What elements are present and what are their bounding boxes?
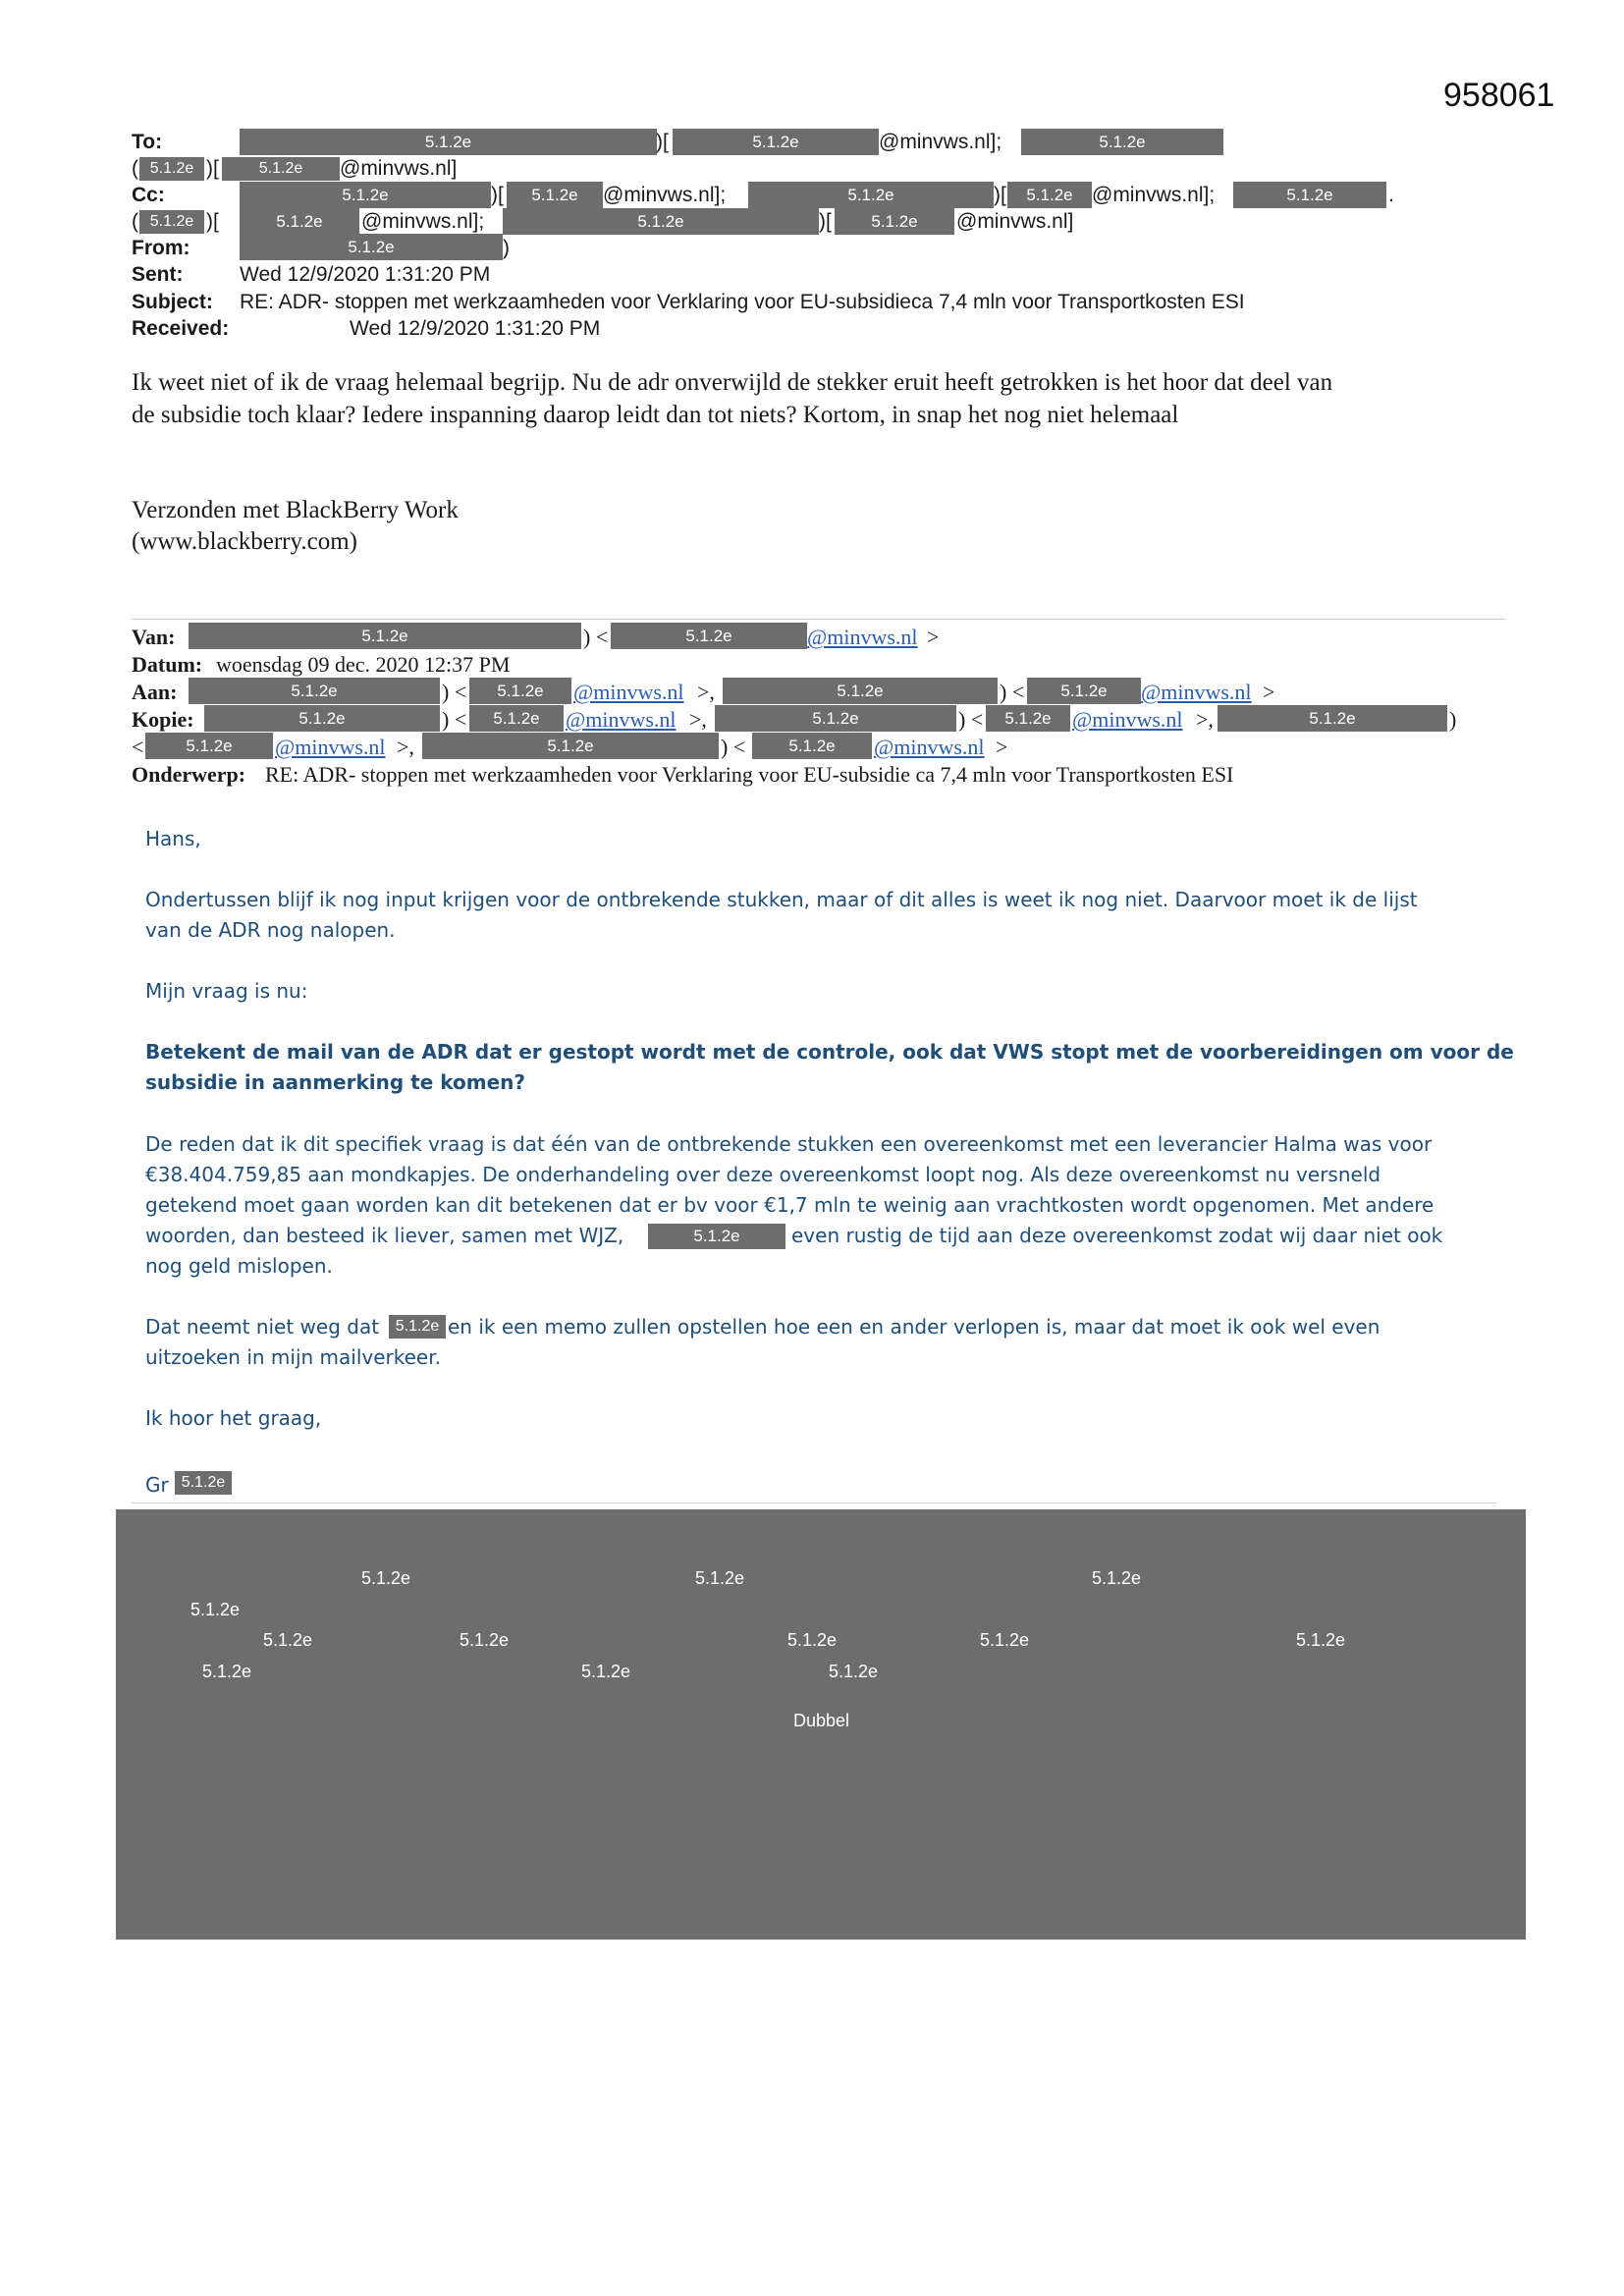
email-link[interactable]: @minvws.nl bbox=[1141, 680, 1252, 704]
redaction-box: 5.1.2e bbox=[189, 678, 440, 704]
redaction-box: 5.1.2e bbox=[1218, 705, 1447, 732]
redaction-box: 5.1.2e bbox=[240, 208, 359, 235]
redaction-box: 5.1.2e bbox=[1007, 182, 1092, 208]
gt-comma: >, bbox=[697, 680, 715, 704]
redaction-box: 5.1.2e bbox=[611, 623, 807, 649]
paren-lt: ) < bbox=[958, 707, 984, 732]
redaction-box: 5.1.2e bbox=[139, 157, 204, 181]
redaction-label: 5.1.2e bbox=[1092, 1568, 1142, 1588]
dubbel-label: Dubbel bbox=[793, 1711, 850, 1730]
message-paragraph-4-line-2: uitzoeken in mijn mailverkeer. bbox=[145, 1345, 441, 1369]
paren-lt: ) < bbox=[442, 680, 467, 704]
greeting: Hans, bbox=[145, 827, 201, 850]
redaction-box: 5.1.2e bbox=[748, 182, 994, 208]
from-label: From: bbox=[132, 237, 190, 259]
redaction-label: 5.1.2e bbox=[1296, 1630, 1346, 1650]
question-line-2: subsidie in aanmerking te komen? bbox=[145, 1070, 525, 1094]
email-link[interactable]: @minvws.nl bbox=[874, 735, 985, 759]
kopie-label: Kopie: bbox=[132, 707, 194, 732]
sent-value: Wed 12/9/2020 1:31:20 PM bbox=[240, 263, 491, 286]
datum-value: woensdag 09 dec. 2020 12:37 PM bbox=[216, 652, 511, 677]
email-domain: @minvws.nl] bbox=[340, 157, 458, 180]
paren-lt: ) < bbox=[1000, 680, 1025, 704]
email-link[interactable]: @minvws.nl bbox=[275, 735, 386, 759]
dot-text: . bbox=[1388, 184, 1394, 206]
bracket-text: )[ bbox=[491, 184, 504, 206]
redaction-box: 5.1.2e bbox=[1021, 129, 1223, 155]
redaction-box: 5.1.2e bbox=[1027, 678, 1141, 704]
cc-label: Cc: bbox=[132, 184, 165, 206]
onderwerp-value: RE: ADR- stoppen met werkzaamheden voor Verklaring voor EU-subsidie ca 7,4 mln voor Transportkosten ESI bbox=[265, 762, 1234, 787]
redaction-box: 5.1.2e bbox=[240, 182, 491, 208]
redaction-box: 5.1.2e bbox=[139, 210, 204, 234]
redaction-box: 5.1.2e bbox=[723, 678, 998, 704]
question-line-1: Betekent de mail van de ADR dat er gestopt wordt met de controle, ook dat VWS stopt met de voorbereidingen om voor de bbox=[145, 1040, 1514, 1064]
message-paragraph-3-line-3: getekend moet gaan worden kan dit betekenen dat er bv voor €1,7 mln te weinig aan vrachtkosten wordt opgenomen. Met andere bbox=[145, 1193, 1435, 1217]
email-link[interactable]: @minvws.nl bbox=[566, 707, 677, 732]
bracket-text: )[ bbox=[994, 184, 1006, 206]
document-number: 958061 bbox=[1443, 77, 1555, 114]
redaction-box: 5.1.2e bbox=[175, 1471, 232, 1495]
redaction-box: 5.1.2e bbox=[507, 182, 603, 208]
message-paragraph-4-line-1b: en ik een memo zullen opstellen hoe een en ander verlopen is, maar dat moet ik ook wel even bbox=[448, 1315, 1380, 1339]
closing: Gr bbox=[145, 1473, 169, 1497]
bracket-text: )[ bbox=[206, 157, 219, 180]
message-paragraph-3-line-4a: woorden, dan besteed ik liever, samen met WJZ, bbox=[145, 1224, 624, 1247]
email-link[interactable]: @minvws.nl bbox=[1072, 707, 1183, 732]
redaction-box: 5.1.2e bbox=[673, 129, 879, 155]
redaction-box: 5.1.2e bbox=[503, 208, 819, 235]
message-paragraph-3-line-1: De reden dat ik dit specifiek vraag is dat één van de ontbrekende stukken een overeenkomst met een leverancier Halma was voor bbox=[145, 1132, 1433, 1156]
subject-label: Subject: bbox=[132, 291, 213, 313]
email-domain: @minvws.nl]; bbox=[1092, 184, 1216, 206]
message-paragraph-1-line-1: Ondertussen blijf ik nog input krijgen voor de ontbrekende stukken, maar of dit alles is weet ik nog niet. Daarvoor moet ik de lijst bbox=[145, 888, 1418, 911]
message-paragraph-3-line-5: nog geld mislopen. bbox=[145, 1254, 333, 1278]
email-domain: @minvws.nl]; bbox=[603, 184, 727, 206]
redaction-label: 5.1.2e bbox=[980, 1630, 1030, 1650]
redaction-box: 5.1.2e bbox=[469, 678, 571, 704]
redaction-label: 5.1.2e bbox=[581, 1662, 631, 1681]
redaction-box: 5.1.2e bbox=[145, 733, 273, 759]
redaction-box: 5.1.2e bbox=[648, 1224, 785, 1249]
redaction-box: 5.1.2e bbox=[240, 234, 503, 260]
bracket-text: )[ bbox=[819, 210, 832, 233]
paren-close: ) bbox=[503, 237, 510, 259]
email-domain: @minvws.nl] bbox=[956, 210, 1074, 233]
bracket-text: )[ bbox=[656, 131, 669, 153]
sent-label: Sent: bbox=[132, 263, 184, 286]
redaction-box: 5.1.2e bbox=[1233, 182, 1386, 208]
onderwerp-label: Onderwerp: bbox=[132, 762, 246, 787]
message-paragraph-1-line-2: van de ADR nog nalopen. bbox=[145, 918, 396, 942]
gt-comma: >, bbox=[397, 735, 414, 759]
email-domain: @minvws.nl]; bbox=[879, 131, 1002, 153]
redaction-box: 5.1.2e bbox=[835, 208, 954, 235]
redaction-box: 5.1.2e bbox=[240, 129, 657, 155]
redaction-label: 5.1.2e bbox=[263, 1630, 313, 1650]
received-value: Wed 12/9/2020 1:31:20 PM bbox=[350, 317, 601, 340]
redaction-label: 5.1.2e bbox=[787, 1630, 838, 1650]
bracket-text: )[ bbox=[206, 210, 219, 233]
redaction-label: 5.1.2e bbox=[829, 1662, 879, 1681]
message-paragraph-3-line-4b: even rustig de tijd aan deze overeenkomst zodat wij daar niet ook bbox=[791, 1224, 1443, 1247]
lt-text: < bbox=[132, 735, 144, 759]
datum-label: Datum: bbox=[132, 652, 203, 677]
redaction-box: 5.1.2e bbox=[715, 705, 956, 732]
signature-line-1: Verzonden met BlackBerry Work bbox=[132, 497, 459, 523]
redaction-box: 5.1.2e bbox=[389, 1315, 446, 1339]
gt-text: > bbox=[927, 625, 940, 649]
van-label: Van: bbox=[132, 625, 176, 649]
email-domain: @minvws.nl]; bbox=[361, 210, 485, 233]
redaction-label: 5.1.2e bbox=[361, 1568, 411, 1588]
paren-open: ( bbox=[132, 157, 138, 180]
to-label: To: bbox=[132, 131, 163, 153]
email-link[interactable]: @minvws.nl bbox=[807, 625, 918, 649]
message-paragraph-4-line-1a: Dat neemt niet weg dat bbox=[145, 1315, 380, 1339]
message-paragraph-2: Mijn vraag is nu: bbox=[145, 979, 308, 1003]
message-paragraph-3-line-2: €38.404.759,85 aan mondkapjes. De onderhandeling over deze overeenkomst loopt nog. Als deze overeenkomst nu versneld bbox=[145, 1163, 1381, 1186]
signature-line-2: (www.blackberry.com) bbox=[132, 528, 357, 555]
redaction-label: 5.1.2e bbox=[202, 1662, 252, 1681]
redaction-label: 5.1.2e bbox=[460, 1630, 510, 1650]
redaction-label: 5.1.2e bbox=[190, 1600, 241, 1619]
gt-comma: >, bbox=[689, 707, 707, 732]
subject-value: RE: ADR- stoppen met werkzaamheden voor Verklaring voor EU-subsidieca 7,4 mln voor Transportkosten ESI bbox=[240, 291, 1245, 313]
redaction-box: 5.1.2e bbox=[469, 705, 564, 732]
paren-lt: ) < bbox=[721, 735, 746, 759]
redaction-label: 5.1.2e bbox=[695, 1568, 745, 1588]
gt-text: > bbox=[1263, 680, 1275, 704]
large-redaction-block bbox=[116, 1509, 1526, 1940]
email-link[interactable]: @minvws.nl bbox=[573, 680, 684, 704]
paren-lt: ) < bbox=[442, 707, 467, 732]
redaction-box: 5.1.2e bbox=[752, 733, 872, 759]
redaction-box: 5.1.2e bbox=[986, 705, 1070, 732]
redaction-box: 5.1.2e bbox=[189, 623, 581, 649]
reply-paragraph-line-1: Ik weet niet of ik de vraag helemaal begrijp. Nu de adr onverwijld de stekker eruit heeft getrokken is het hoor dat deel van bbox=[132, 369, 1333, 396]
gt-comma: >, bbox=[1196, 707, 1214, 732]
divider bbox=[132, 619, 1506, 620]
paren-open: ( bbox=[132, 210, 138, 233]
gt-text: > bbox=[996, 735, 1008, 759]
message-paragraph-5: Ik hoor het graag, bbox=[145, 1406, 322, 1430]
reply-paragraph-line-2: de subsidie toch klaar? Iedere inspanning daarop leidt dan tot niets? Kortom, in snap het nog niet helemaal bbox=[132, 402, 1179, 428]
redaction-box: 5.1.2e bbox=[204, 705, 440, 732]
aan-label: Aan: bbox=[132, 680, 178, 704]
received-label: Received: bbox=[132, 317, 230, 340]
redaction-box: 5.1.2e bbox=[222, 157, 340, 181]
redaction-box: 5.1.2e bbox=[422, 733, 719, 759]
paren-close: ) bbox=[1449, 707, 1457, 732]
paren-lt: ) < bbox=[583, 625, 609, 649]
